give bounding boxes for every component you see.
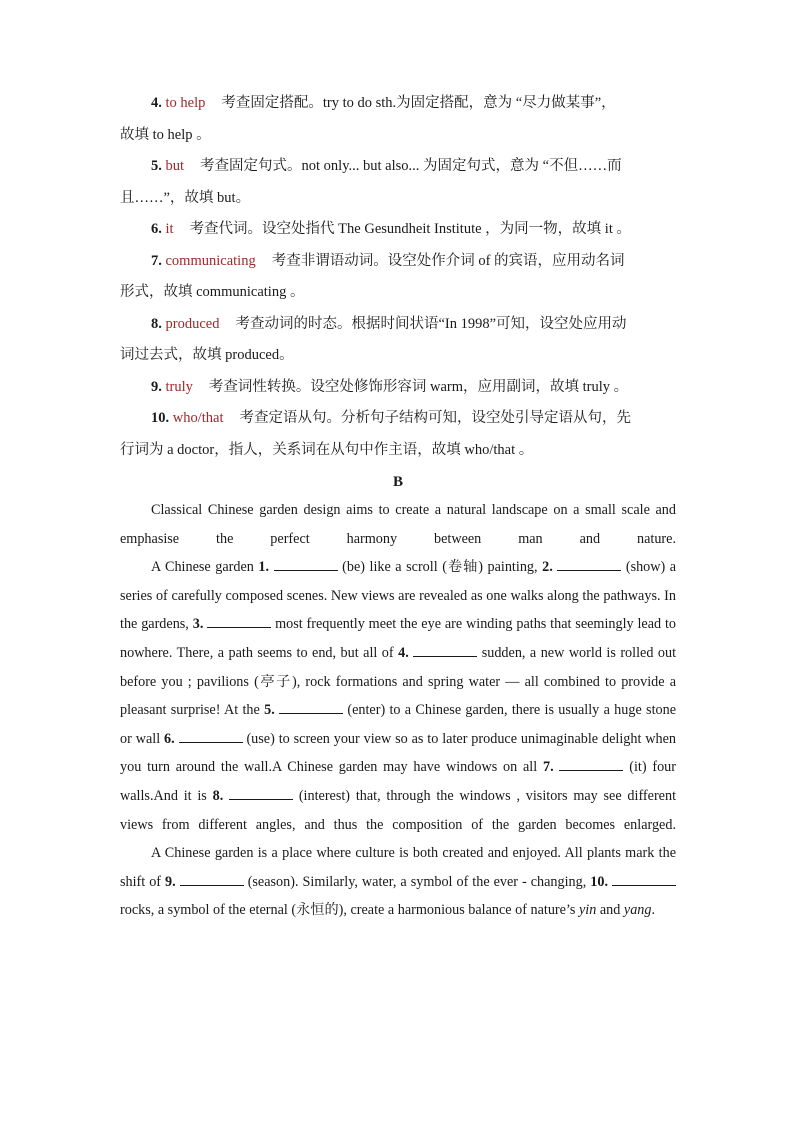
blank-number: 4. <box>398 644 409 661</box>
answer-word: who/that <box>172 410 224 426</box>
answer-word: produced <box>165 315 220 332</box>
answer-blank-6[interactable] <box>179 728 243 743</box>
answer-number: 5. <box>151 158 162 174</box>
answer-word: truly <box>165 378 193 395</box>
answer-explanation: 考查动词的时态。根据时间状语“In 1998”可知，设空处应用动 <box>235 315 627 332</box>
answer-item-8 <box>120 309 676 372</box>
answer-blank-10[interactable] <box>612 871 676 886</box>
answer-blank-2[interactable] <box>557 556 621 571</box>
answer-item-6 <box>120 214 676 246</box>
document-page <box>120 88 676 925</box>
answer-item-5 <box>120 151 676 214</box>
answer-number: 9. <box>151 378 162 395</box>
answer-word: it <box>165 221 174 237</box>
blank-number: 3. <box>192 616 204 633</box>
answer-explanation: 考查非谓语动词。设空处作介词 of 的宾语，应用动名词 <box>271 252 625 269</box>
answer-number: 10. <box>151 410 170 426</box>
blank-number: 7. <box>542 759 554 776</box>
blank-number: 10. <box>590 873 609 890</box>
answer-blank-4[interactable] <box>413 642 477 657</box>
answer-explanation-cont: 且……”，故填 but。 <box>120 189 251 206</box>
answer-word: to help <box>165 95 206 111</box>
yang-term: yang <box>623 902 652 919</box>
answer-number: 6. <box>151 221 162 237</box>
answer-explanation: 考查代词。设空处指代 The Gesundheit Institute ，为同一物，故填 it 。 <box>189 221 631 237</box>
blank-number: 5. <box>264 702 275 719</box>
answer-explanation-cont: 故填 to help 。 <box>120 126 211 143</box>
answer-item-9 <box>120 372 676 404</box>
answer-blank-5[interactable] <box>279 699 343 714</box>
answer-item-4 <box>120 88 676 151</box>
answer-explanation-cont: 行词为 a doctor，指人，关系词在从句中作主语，故填 who/that 。 <box>120 441 534 458</box>
passage-paragraph-1: Classical Chinese garden design aims to create a natural landscape on a small scale and emphasise the perfect harmony between man and nature. <box>120 502 676 547</box>
blank-number: 2. <box>542 559 553 576</box>
answer-blank-8[interactable] <box>229 785 293 800</box>
blank-number: 8. <box>212 787 224 804</box>
blank-number: 6. <box>164 730 175 747</box>
answer-explanation: 考查定语从句。分析句子结构可知，设空处引导定语从句，先 <box>239 410 631 426</box>
answer-number: 7. <box>151 252 162 269</box>
answer-blank-3[interactable] <box>207 613 271 628</box>
yin-term: yin <box>578 902 597 919</box>
answer-explanation: 考查固定句式。not only... but also... 为固定句式，意为 “不但……而 <box>200 158 622 174</box>
answer-word: but <box>165 158 185 174</box>
answer-item-7 <box>120 246 676 309</box>
answer-number: 8. <box>151 315 162 332</box>
answer-explanation: 考查词性转换。设空处修饰形容词 warm，应用副词，故填 truly 。 <box>208 378 629 395</box>
answer-key-section <box>120 88 676 466</box>
passage-paragraph-3: A Chinese garden is a place where culture is both created and enjoyed. All plants mark the shift of 9. (season). Similarly, water, a symbol of the ever - changing, 10. rocks, a symbol of the eternal (永恒的), create a harmonious balance of nature’s yin and yang. <box>120 845 676 919</box>
answer-word: communicating <box>165 252 256 269</box>
section-heading: B <box>392 474 403 490</box>
passage-paragraph-2: A Chinese garden 1. (be) like a scroll (卷轴) painting, 2. (show) a series of carefully composed scenes. New views are revealed as one walks along the pathways. In the gardens, 3. most frequently meet the eye are winding paths that seemingly lead to nowhere. There, a path seems to end, but all of 4. sudden, a new world is rolled out before you ; pavilions (亭子), rock formations and spring water — all combined to provide a pleasant surprise! At the 5. (enter) to a Chinese garden, there is usually a huge stone or wall 6. (use) to screen your view so as to later produce unimaginable delight when you turn around the wall.A Chinese garden may have windows on all 7. (it) four walls.And it is 8. (interest) that, through the windows , visitors may see different views from different angles, and thus the composition of the garden becomes enlarged. <box>120 553 676 839</box>
cloze-passage <box>120 496 676 925</box>
answer-blank-7[interactable] <box>559 756 623 771</box>
answer-number: 4. <box>151 95 162 111</box>
blank-number: 1. <box>258 559 270 576</box>
answer-blank-1[interactable] <box>274 556 338 571</box>
answer-item-10 <box>120 403 676 466</box>
answer-blank-9[interactable] <box>180 871 244 886</box>
answer-explanation-cont: 形式，故填 communicating 。 <box>120 284 305 300</box>
answer-explanation-cont: 词过去式，故填 produced。 <box>120 347 294 363</box>
answer-explanation: 考查固定搭配。try to do sth.为固定搭配，意为 “尽力做某事”， <box>221 95 616 111</box>
blank-number: 9. <box>165 873 176 890</box>
